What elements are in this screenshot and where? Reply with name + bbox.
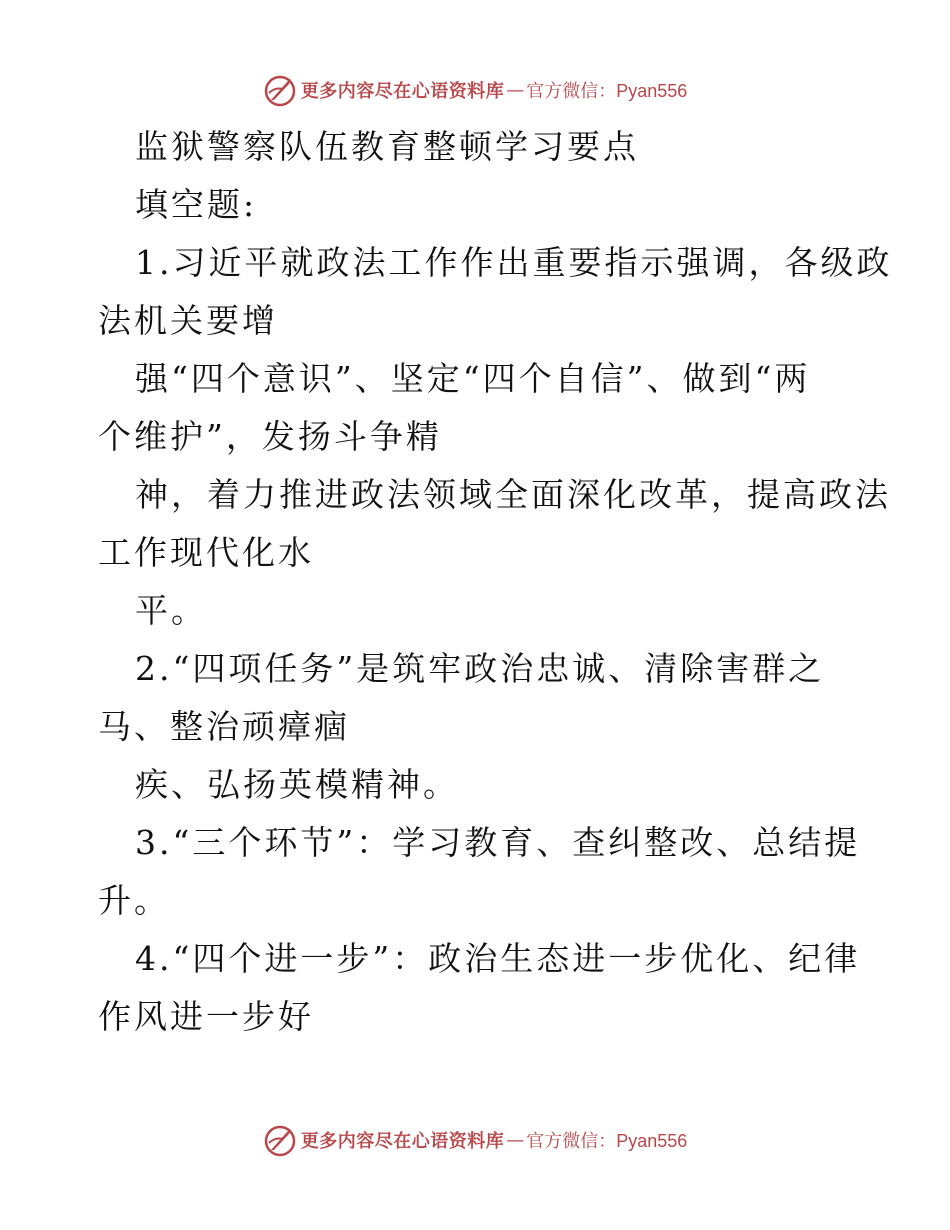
watermark-account-text: 官方微信：Pyan556 [526, 81, 688, 101]
body-line: 升。 [98, 881, 170, 920]
section-heading: 填空题: [135, 185, 258, 224]
body-line: 个维护”，发扬斗争精 [98, 417, 442, 456]
watermark-brand-text: 更多内容尽在心语资料库 [300, 1131, 505, 1152]
body-line: 作风进一步好 [98, 997, 314, 1036]
body-line: 4.“四个进一步”：政治生态进一步优化、纪律 [135, 939, 861, 978]
body-line: 2.“四项任务”是筑牢政治忠诚、清除害群之 [135, 649, 825, 688]
footer-watermark [0, 1120, 950, 1160]
body-line: 平。 [135, 591, 207, 630]
body-line: 马、整治顽瘴痼 [98, 707, 350, 746]
body-line: 3.“三个环节”：学习教育、查纠整改、总结提 [135, 823, 861, 862]
body-line: 工作现代化水 [98, 533, 314, 572]
watermark-separator: — [506, 1129, 525, 1151]
body-line: 疾、弘扬英模精神。 [135, 765, 459, 804]
body-line: 神，着力推进政法领域全面深化改革，提高政法 [135, 475, 891, 514]
quill-pen-logo-icon [263, 1123, 297, 1157]
watermark-brand-text: 更多内容尽在心语资料库 [300, 81, 505, 102]
watermark-separator: — [506, 79, 525, 101]
header-watermark [0, 70, 950, 110]
body-line: 法机关要增 [98, 301, 278, 340]
document-body [98, 118, 893, 1046]
body-line: 1.习近平就政法工作作出重要指示强调，各级政 [135, 243, 893, 282]
body-line: 强“四个意识”、坚定“四个自信”、做到“两 [135, 359, 811, 398]
watermark-account-text: 官方微信：Pyan556 [526, 1131, 688, 1151]
document-title: 监狱警察队伍教育整顿学习要点 [135, 127, 639, 166]
quill-pen-logo-icon [263, 73, 297, 107]
